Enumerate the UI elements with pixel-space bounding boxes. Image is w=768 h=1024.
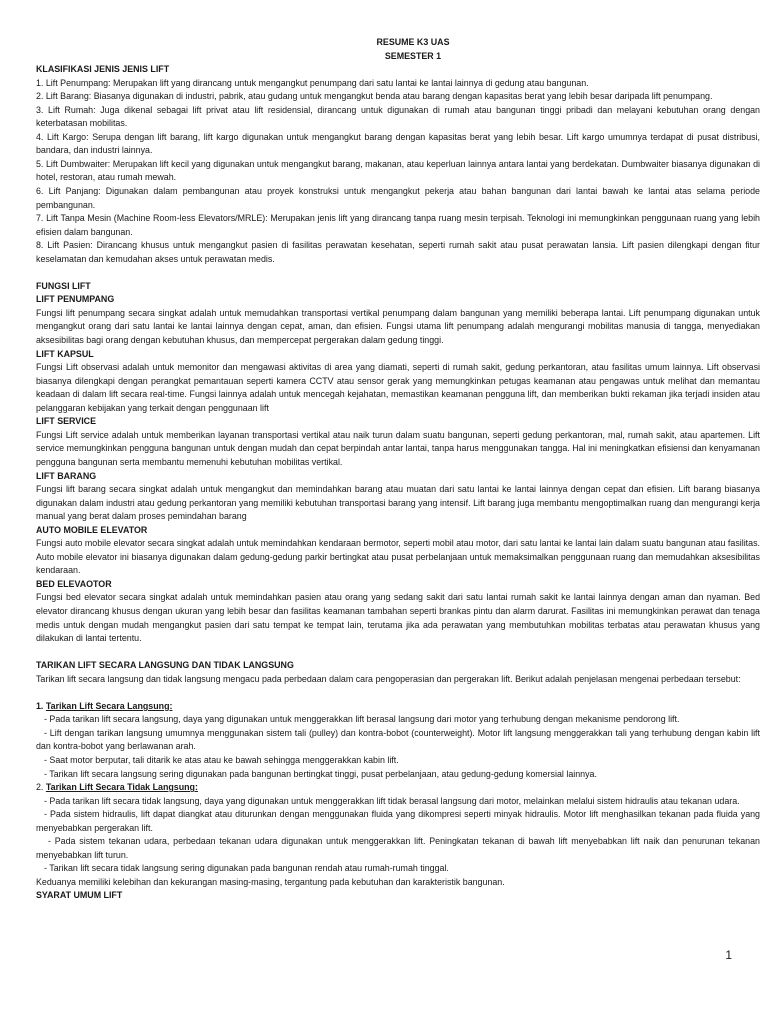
fungsi-section-text: Fungsi lift penumpang secara singkat adalah untuk memudahkan transportasi vertikal penumpang dalam bangunan yang memiliki beberapa lantai. Lift penumpang digunakan untuk mengangkut orang dari satu lantai ke lantai lainnya dengan cepat, aman, dan efisien. Fungsi utama lift penumpang adalah mengurangi mobilitas manusia di tangga, menyediakan aksesibilitas bagi orang dengan kebutuhan khusus, dan mempercepat pergerakan dalam gedung tinggi. — [36, 307, 760, 346]
fungsi-section-title: LIFT KAPSUL — [36, 348, 94, 359]
paragraph-gap — [36, 686, 760, 700]
klasifikasi-item: 2. Lift Barang: Biasanya digunakan di industri, pabrik, atau gudang untuk mengangkut benda atau barang dengan kapasitas berat yang lebih besar daripada lift penumpang. — [36, 91, 713, 102]
document-title-line2: SEMESTER 1 — [384, 50, 442, 61]
klasifikasi-item: 3. Lift Rumah: Juga dikenal sebagai lift privat atau lift residensial, dirancang untuk digunakan di rumah atau bangunan tinggi pribadi dan melayani kebutuhan orang dengan keterbatasan mobilitas. — [36, 104, 760, 129]
fungsi-section-text: Fungsi Lift service adalah untuk memberikan layanan transportasi vertikal atau naik turun dalam suatu bangunan, seperti gedung perkantoran, mal, rumah sakit, atau apartemen. Lift service memungkinkan pengguna bangunan untuk dengan mudah dan cepat berpindah antar lantai, tanpa harus menggunakan tangga. Hal ini meningkatkan efisiensi dan kenyamanan pengguna bangunan serta membantu memenuhi kebutuhan mobilitas vertikal. — [36, 429, 760, 467]
tarikan-tidak-langsung-point: - Tarikan lift secara tidak langsung sering digunakan pada bangunan rendah atau rumah-rumah tinggal. — [44, 863, 449, 874]
klasifikasi-item: 1. Lift Penumpang: Merupakan lift yang dirancang untuk mengangkut penumpang dari satu lantai ke lantai lainnya di gedung atau bangunan. — [36, 77, 589, 88]
fungsi-section-title: LIFT SERVICE — [36, 416, 96, 427]
tarikan-closing: Keduanya memiliki kelebihan dan kekurangan masing-masing, tergantung pada kebutuhan dan karakteristik bangunan. — [36, 876, 505, 887]
paragraph-gap — [36, 646, 760, 660]
klasifikasi-item: 7. Lift Tanpa Mesin (Machine Room-less Elevators/MRLE): Merupakan jenis lift yang dirancang tanpa ruang mesin terpisah. Teknologi ini memungkinkan penggunaan ruang yang lebih efisien dalam bangunan. — [36, 213, 760, 237]
tarikan-langsung-point: - Lift dengan tarikan langsung umumnya menggunakan sistem tali (pulley) dan kontra-bobot (counterweight). Motor lift langsung menggerakkan tali yang terhubung dengan kabin lift dan kontra-bobot yang berlawanan arah. — [36, 727, 760, 752]
fungsi-section-title: AUTO MOBILE ELEVATOR — [36, 524, 148, 535]
fungsi-section-text: Fungsi auto mobile elevator secara singkat adalah untuk memindahkan kendaraan bermotor, seperti mobil atau motor, dari satu lantai ke lantai lain dalam suatu bangunan atau fasilitas. Auto mobile elevator ini biasanya digunakan dalam gedung-gedung parkir bertingkat atau pusat perbelanjaan untuk memaksimalkan penggunaan ruang dan memudahkan aksesibilitas kendaraan. — [36, 538, 760, 576]
document-page — [36, 36, 760, 903]
fungsi-section-text: Fungsi Lift observasi adalah untuk memonitor dan mengawasi aktivitas di area yang diamati, seperti di rumah sakit, gedung perkantoran, atau fasilitas umum lainnya. Lift observasi biasanya dilengkapi dengan perangkat pemantauan seperti kamera CCTV atau sensor gerak yang memungkinkan petugas keamanan atau pengawas untuk melihat dan memantau keadaan di dalam lift secara real-time. Fungsi lainnya adalah untuk mencegah kejahatan, memastikan keamanan pengguna lift, dan memberikan bukti rekaman jika terjadi insiden atau pelanggaran kebijakan yang terkait dengan penggunaan lift — [36, 362, 760, 413]
fungsi-heading: FUNGSI LIFT — [36, 280, 91, 291]
tarikan-langsung-heading — [36, 700, 760, 714]
tarikan-intro: Tarikan lift secara langsung dan tidak langsung mengacu pada perbedaan dalam cara pengoperasian dan pergerakan lift. Berikut adalah penjelasan mengenai perbedaan tersebut: — [36, 673, 741, 684]
tarikan-langsung-point: - Pada tarikan lift secara langsung, daya yang digunakan untuk menggerakkan lift berasal langsung dari motor yang terhubung dengan mekanisme pendorong lift. — [44, 714, 680, 725]
klasifikasi-item: 4. Lift Kargo: Serupa dengan lift barang, lift kargo digunakan untuk mengangkut barang dengan kapasitas berat yang lebih besar. Lift kargo umumnya terdapat di pusat distribusi, bandara, dan industri lainnya. — [36, 131, 760, 156]
fungsi-section-title: BED ELEVAOTOR — [36, 578, 112, 589]
paragraph-gap — [36, 266, 760, 280]
klasifikasi-item: 5. Lift Dumbwaiter: Merupakan lift kecil yang digunakan untuk mengangkut barang, makanan, atau keperluan lainnya antara lantai yang berdekatan. Dumbwaiter biasanya digunakan di hotel, restoran, atau rumah mewah. — [36, 158, 760, 183]
tarikan-langsung-title: Tarikan Lift Secara Langsung: — [45, 700, 173, 711]
klasifikasi-heading: KLASIFIKASI JENIS JENIS LIFT — [36, 64, 170, 75]
klasifikasi-item: 6. Lift Panjang: Digunakan dalam pembangunan atau proyek konstruksi untuk mengangkut pekerja atau bahan bangunan dari lantai bawah ke lantai atas selama periode pembangunan. — [36, 186, 760, 210]
tarikan-langsung-point: - Tarikan lift secara langsung sering digunakan pada bangunan bertingkat tinggi, pusat perbelanjaan, atau gedung-gedung komersial lainnya. — [44, 768, 597, 779]
klasifikasi-item: 8. Lift Pasien: Dirancang khusus untuk mengangkut pasien di fasilitas perawatan kesehatan, seperti rumah sakit atau pusat perawatan lansia. Lift pasien dilengkapi dengan fitur keselamatan dan kemudahan akses untuk perawatan medis. — [36, 240, 760, 264]
tarikan-langsung-point: - Saat motor berputar, tali ditarik ke atas atau ke bawah sehingga menggerakkan kabin lift. — [44, 754, 399, 765]
tarikan-tidak-langsung-title: Tarikan Lift Secara Tidak Langsung: — [45, 782, 198, 793]
page-number: 1 — [725, 948, 732, 962]
tarikan-langsung-number: 1. — [36, 700, 46, 711]
tarikan-tidak-langsung-point: - Pada sistem hidraulis, lift dapat diangkat atau diturunkan dengan menggunakan fluida yang dikompresi seperti minyak hidraulis. Motor lift menghasilkan tekanan pada fluida yang menyebabkan pergerakan lift. — [36, 809, 760, 833]
fungsi-section-text: Fungsi lift barang secara singkat adalah untuk mengangkut dan memindahkan barang atau muatan dari satu lantai ke lantai lainnya dengan cepat dan efisien. Lift barang biasanya digunakan dalam industri atau gedung perkantoran yang memiliki kebutuhan transportasi barang yang intensif. Lift barang juga membantu mengoptimalkan ruang dan mengurangi kerja manual yang berat dalam proses pemindahan barang — [36, 484, 760, 522]
document-title-line1: RESUME K3 UAS — [376, 37, 450, 47]
syarat-heading: SYARAT UMUM LIFT — [36, 890, 123, 901]
tarikan-tidak-langsung-point: - Pada tarikan lift secara tidak langsung, daya yang digunakan untuk menggerakkan lift tidak berasal langsung dari motor, melainkan melalui sistem hidraulis atau tekanan udara. — [44, 795, 740, 806]
fungsi-section-title: LIFT BARANG — [36, 470, 97, 481]
tarikan-tidak-langsung-number: 2. — [36, 782, 46, 793]
tarikan-heading: TARIKAN LIFT SECARA LANGSUNG DAN TIDAK LANGSUNG — [36, 660, 294, 671]
fungsi-section-text: Fungsi bed elevator secara singkat adalah untuk memindahkan pasien atau orang yang sedang sakit dari satu lantai rumah sakit ke lantai lainnya dengan aman dan nyaman. Bed elevator dirancang khusus dengan ukuran yang lebih besar dan fasilitas keamanan tambahan seperti brankas pintu dan alarm darurat. Fasilitas ini memungkinkan perawat dan tenaga medis untuk dengan mudah mengangkut pasien dari satu tempat ke tempat lain, terutama jika ada perawatan yang membutuhkan mobilitas terbatas atau perawatan khusus yang dilakukan di lantai tertentu. — [36, 592, 760, 644]
tarikan-tidak-langsung-point: - Pada sistem tekanan udara, perbedaan tekanan udara digunakan untuk menggerakkan lift. Peningkatan tekanan di bawah lift menyebabkan lift naik dan penurunan tekanan menyebabkan lift turun. — [36, 836, 760, 860]
fungsi-section-title: LIFT PENUMPANG — [36, 294, 115, 305]
tarikan-tidak-langsung-heading — [36, 781, 760, 795]
